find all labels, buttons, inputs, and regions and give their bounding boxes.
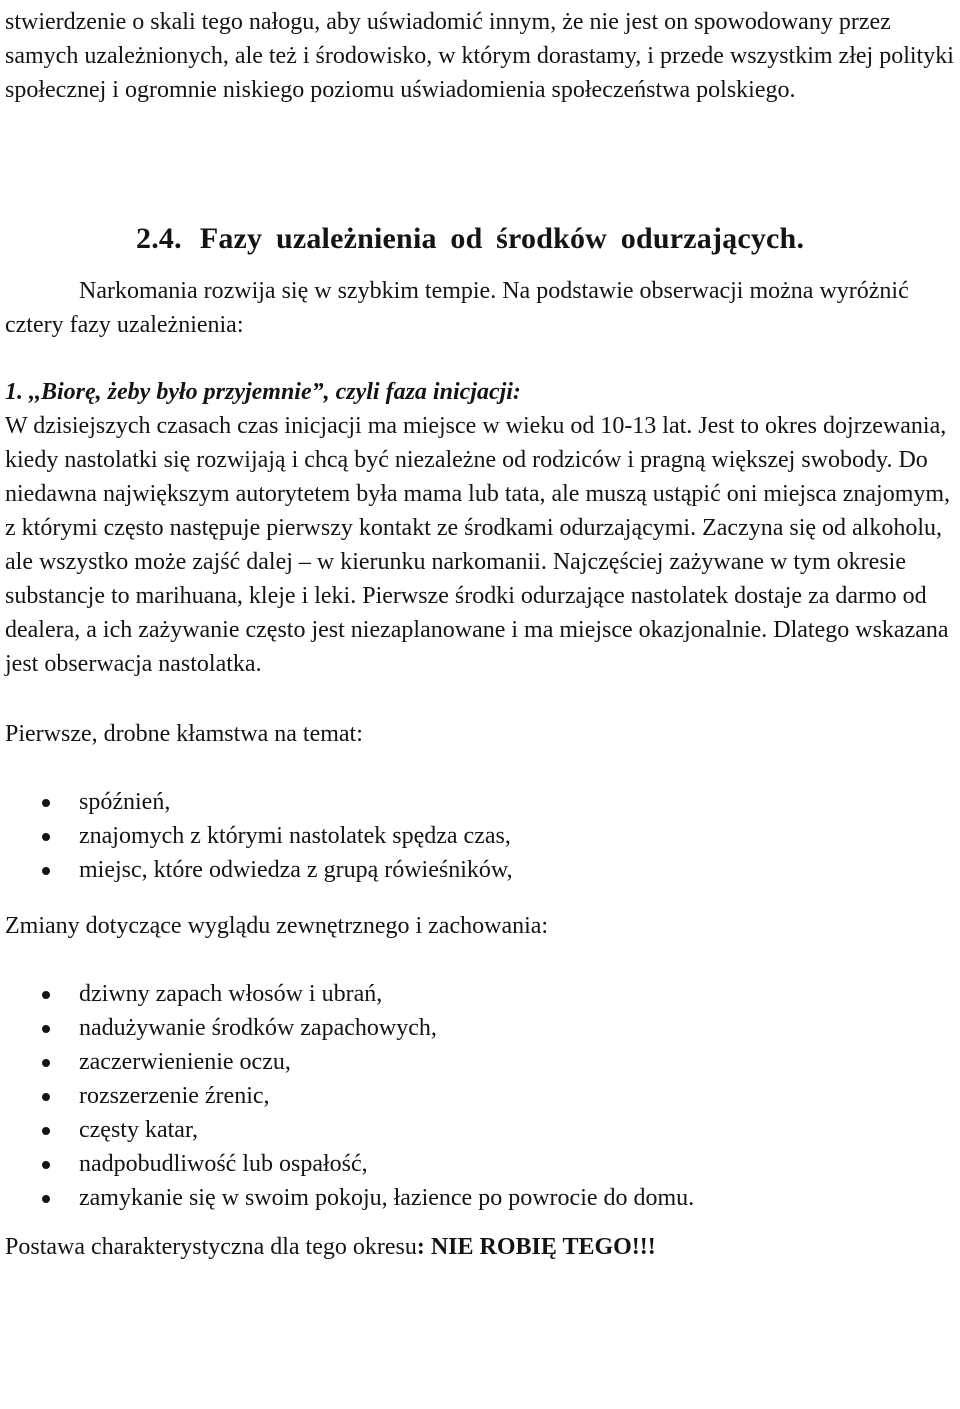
- document-page: [5, 5, 960, 1264]
- bullet-icon: [42, 1161, 50, 1169]
- list-item: [5, 1113, 960, 1147]
- list-item-text: zamykanie się w swoim pokoju, łazience po powrocie do domu.: [79, 1185, 695, 1211]
- bullet-icon: [42, 1093, 50, 1101]
- section-lead-paragraph: Narkomania rozwija się w szybkim tempie. Na podstawie obserwacji można wyróżnić cztery fazy uzależnienia:: [5, 278, 909, 338]
- list-item: [5, 1011, 960, 1045]
- bullet-icon: [42, 1059, 50, 1067]
- list-item-text: częsty katar,: [79, 1117, 198, 1143]
- section-heading: [136, 222, 960, 256]
- list-item: [5, 853, 960, 887]
- list-item-text: znajomych z którymi nastolatek spędza czas,: [79, 823, 511, 849]
- list-item: [5, 1079, 960, 1113]
- list-item-text: zaczerwienienie oczu,: [79, 1049, 291, 1075]
- list-item-text: dziwny zapach włosów i ubrań,: [79, 981, 383, 1007]
- closing-lead: Postawa charakterystyczna dla tego okresu: [5, 1234, 417, 1260]
- list-item: [5, 1181, 960, 1215]
- list-item: [5, 1045, 960, 1079]
- list-item-text: nadużywanie środków zapachowych,: [79, 1015, 437, 1041]
- intro-paragraph: stwierdzenie o skali tego nałogu, aby uświadomić innym, że nie jest on spowodowany przez samych uzależnionych, ale też i środowisko, w którym dorastamy, i przede wszystkim złej polityki społecznej i ogromnie niskiego poziomu uświadomienia społeczeństwa polskiego.: [5, 9, 954, 103]
- bullet-icon: [42, 991, 50, 999]
- list-item-text: rozszerzenie źrenic,: [79, 1083, 270, 1109]
- list-item-text: miejsc, które odwiedza z grupą rówieśników,: [79, 857, 513, 883]
- lies-intro: Pierwsze, drobne kłamstwa na temat:: [5, 721, 363, 747]
- bullet-icon: [42, 1025, 50, 1033]
- bullet-icon: [42, 1195, 50, 1203]
- lies-list: [5, 785, 960, 887]
- bullet-icon: [42, 833, 50, 841]
- closing-emphasis: : NIE ROBIĘ TEGO!!!: [416, 1234, 656, 1260]
- list-item-text: spóźnień,: [79, 789, 171, 815]
- list-item: [5, 785, 960, 819]
- section-number: 2.4.: [136, 222, 182, 255]
- phase-one-title: 1. ,,Biorę, żeby było przyjemnie”, czyli faza inicjacji:: [5, 379, 521, 405]
- changes-intro: Zmiany dotyczące wyglądu zewnętrznego i zachowania:: [5, 913, 549, 939]
- bullet-icon: [42, 867, 50, 875]
- section-title: Fazy uzależnienia od środków odurzających.: [199, 222, 805, 255]
- phase-one-block: [5, 375, 960, 681]
- list-item: [5, 977, 960, 1011]
- phase-one-body: W dzisiejszych czasach czas inicjacji ma miejsce w wieku od 10-13 lat. Jest to okres dojrzewania, kiedy nastolatki się rozwijają i chcą być niezależne od rodziców i pragną większej swobody. Do niedawna największym autorytetem była mama lub tata, ale muszą ustąpić oni miejsca znajomym, z którymi często następuje pierwszy kontakt ze środkami odurzającymi. Zaczyna się od alkoholu, ale wszystko może zajść dalej – w kierunku narkomanii. Najczęściej zażywane w tym okresie substancje to marihuana, kleje i leki. Pierwsze środki odurzające nastolatek dostaje za darmo od dealera, a ich zażywanie często jest niezaplanowane i ma miejsce okazjonalnie. Dlatego wskazana jest obserwacja nastolatka.: [5, 413, 951, 677]
- bullet-icon: [42, 1127, 50, 1135]
- changes-list: [5, 977, 960, 1215]
- list-item: [5, 1147, 960, 1181]
- closing-line: [5, 1230, 960, 1264]
- list-item-text: nadpobudliwość lub ospałość,: [79, 1151, 368, 1177]
- list-item: [5, 819, 960, 853]
- bullet-icon: [42, 799, 50, 807]
